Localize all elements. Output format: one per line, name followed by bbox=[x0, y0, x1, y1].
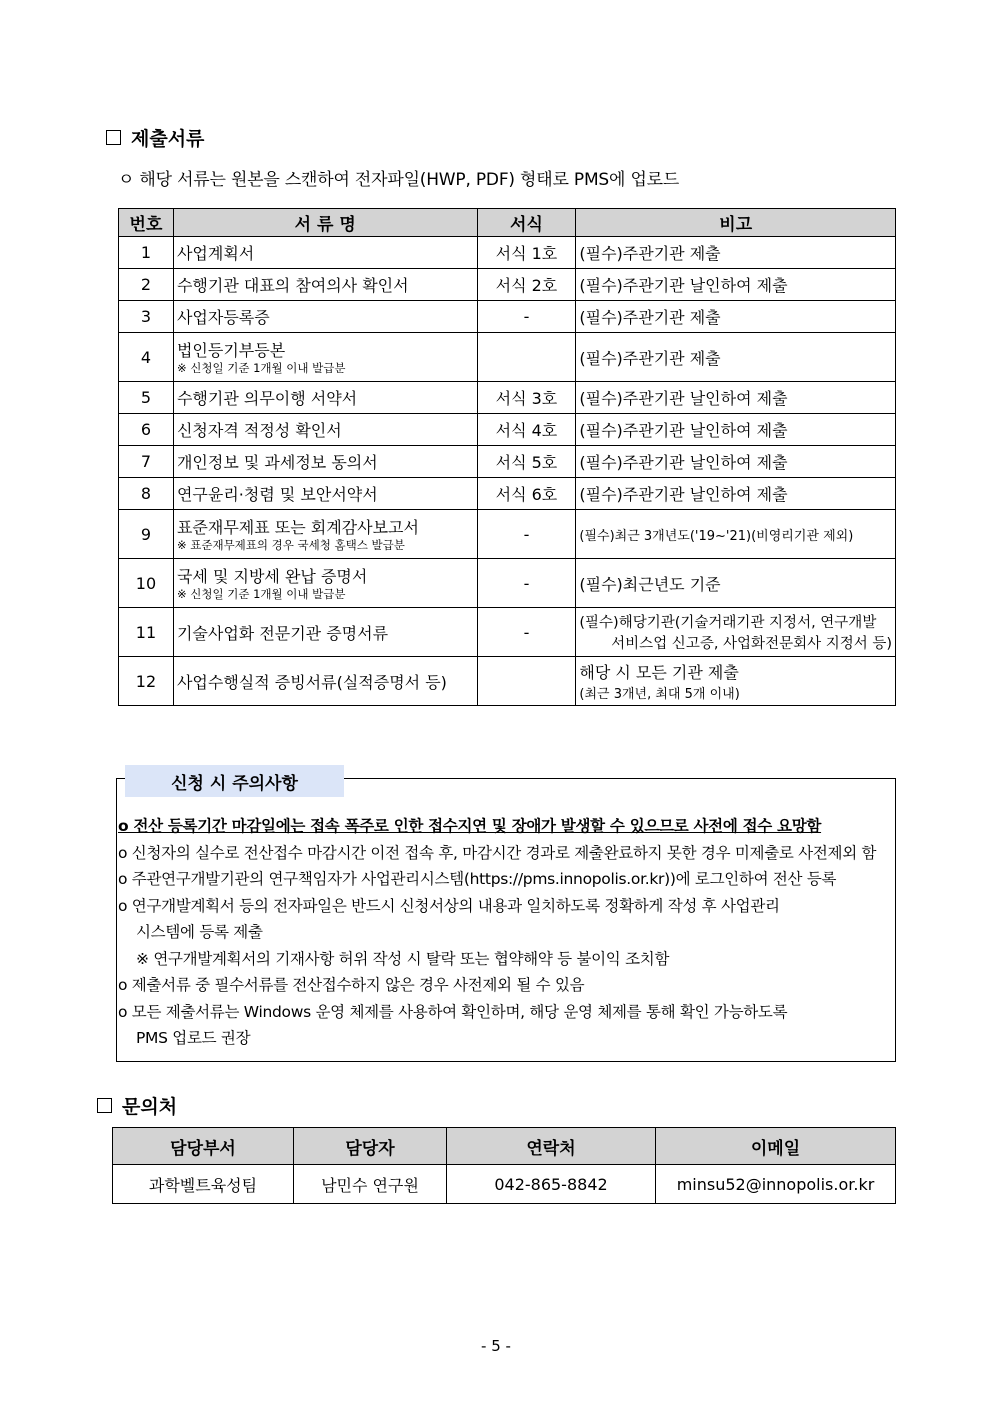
cell-form: 서식 2호 bbox=[477, 269, 576, 301]
table-row bbox=[119, 414, 896, 446]
cell-no: 10 bbox=[119, 559, 174, 608]
notice-item: o 주관연구개발기관의 연구책임자가 사업관리시스템(https://pms.innopolis.or.kr))에 로그인하여 전산 등록 bbox=[118, 870, 837, 888]
cell-form: 서식 1호 bbox=[477, 237, 576, 269]
doc-subnote: ※ 표준재무제표의 경우 국세청 홈택스 발급분 bbox=[176, 538, 405, 552]
cell-name: 연구윤리·청렴 및 보안서약서 bbox=[173, 478, 477, 510]
cell-form: 서식 6호 bbox=[477, 478, 576, 510]
checkbox-square-icon bbox=[106, 130, 121, 145]
cell-no: 6 bbox=[119, 414, 174, 446]
notice-item: PMS 업로드 권장 bbox=[136, 1029, 251, 1047]
documents-table bbox=[118, 208, 896, 706]
cell-no: 8 bbox=[119, 478, 174, 510]
doc-subnote: ※ 신청일 기준 1개월 이내 발급분 bbox=[176, 587, 346, 601]
header-email: 이메일 bbox=[656, 1128, 896, 1165]
cell-no: 3 bbox=[119, 301, 174, 333]
cell-name: 개인정보 및 과세정보 동의서 bbox=[173, 446, 477, 478]
cell-note bbox=[576, 608, 896, 657]
cell-no: 4 bbox=[119, 333, 174, 382]
header-no: 번호 bbox=[119, 209, 174, 237]
notice-list bbox=[118, 813, 894, 1052]
cell-note: (필수)주관기관 제출 bbox=[576, 301, 896, 333]
notice-item: o 모든 제출서류는 Windows 운영 체제를 사용하여 확인하며, 해당 운영 체제를 통해 확인 가능하도록 bbox=[118, 1002, 788, 1021]
table-row bbox=[119, 608, 896, 657]
note-line: 서비스업 신고증, 사업화전문회사 지정서 등) bbox=[611, 636, 892, 652]
cell-name bbox=[173, 333, 477, 382]
cell-no: 12 bbox=[119, 657, 174, 706]
cell-form: 서식 5호 bbox=[477, 446, 576, 478]
cell-form: - bbox=[477, 559, 576, 608]
cell-note: (필수)주관기관 날인하여 제출 bbox=[576, 382, 896, 414]
table-row bbox=[119, 657, 896, 706]
cell-form: 서식 3호 bbox=[477, 382, 576, 414]
cell-name: 사업수행실적 증빙서류(실적증명서 등) bbox=[173, 657, 477, 706]
header-person: 담당자 bbox=[294, 1128, 447, 1165]
table-row bbox=[119, 269, 896, 301]
doc-name: 국세 및 지방세 완납 증명서 bbox=[176, 567, 368, 586]
doc-subnote: ※ 신청일 기준 1개월 이내 발급분 bbox=[176, 361, 346, 375]
notice-item: o 제출서류 중 필수서류를 전산접수하지 않은 경우 사전제외 될 수 있음 bbox=[118, 976, 585, 994]
cell-form: 서식 4호 bbox=[477, 414, 576, 446]
notice-item: o 전산 등록기간 마감일에는 접속 폭주로 인한 접수지연 및 장애가 발생할 수 있으므로 사전에 접수 요망함 bbox=[118, 817, 822, 835]
cell-note: (필수)주관기관 제출 bbox=[576, 237, 896, 269]
cell-note: (필수)최근년도 기준 bbox=[576, 559, 896, 608]
cell-name bbox=[173, 510, 477, 559]
doc-name: 법인등기부등본 bbox=[176, 341, 286, 360]
cell-name: 신청자격 적정성 확인서 bbox=[173, 414, 477, 446]
page-number: - 5 - bbox=[481, 1337, 511, 1355]
table-row bbox=[119, 382, 896, 414]
cell-no: 5 bbox=[119, 382, 174, 414]
cell-note: (필수)주관기관 날인하여 제출 bbox=[576, 269, 896, 301]
table-row bbox=[119, 478, 896, 510]
cell-no: 7 bbox=[119, 446, 174, 478]
cell-name: 기술사업화 전문기관 증명서류 bbox=[173, 608, 477, 657]
cell-no: 11 bbox=[119, 608, 174, 657]
table-row bbox=[119, 301, 896, 333]
cell-dept: 과학벨트육성팀 bbox=[113, 1165, 294, 1204]
cell-note: (필수)주관기관 날인하여 제출 bbox=[576, 414, 896, 446]
cell-note: (필수)주관기관 날인하여 제출 bbox=[576, 446, 896, 478]
cell-name: 수행기관 대표의 참여의사 확인서 bbox=[173, 269, 477, 301]
cell-email[interactable]: minsu52@innopolis.or.kr bbox=[656, 1165, 896, 1204]
note-line: (필수)해당기관(기술거래기관 지정서, 연구개발 bbox=[579, 615, 877, 631]
table-row bbox=[113, 1165, 896, 1204]
header-dept: 담당부서 bbox=[113, 1128, 294, 1165]
cell-form: - bbox=[477, 510, 576, 559]
cell-form: - bbox=[477, 608, 576, 657]
contact-table bbox=[112, 1127, 896, 1204]
cell-note bbox=[576, 657, 896, 706]
cell-name bbox=[173, 559, 477, 608]
table-row bbox=[119, 510, 896, 559]
notice-item: o 신청자의 실수로 전산접수 마감시간 이전 접속 후, 마감시간 경과로 제출완료하지 못한 경우 미제출로 사전제외 함 bbox=[118, 843, 877, 862]
cell-note: (필수)최근 3개년도('19~'21)(비영리기관 제외) bbox=[576, 510, 896, 559]
section-heading-contact bbox=[97, 1092, 177, 1119]
table-row bbox=[119, 237, 896, 269]
cell-phone: 042-865-8842 bbox=[447, 1165, 656, 1204]
cell-name: 사업계획서 bbox=[173, 237, 477, 269]
checkbox-square-icon bbox=[97, 1098, 112, 1113]
note-line: 해당 시 모든 기관 제출 bbox=[579, 663, 739, 682]
notice-title: 신청 시 주의사항 bbox=[125, 765, 344, 797]
notice-item: o 연구개발계획서 등의 전자파일은 반드시 신청서상의 내용과 일치하도록 정확하게 작성 후 사업관리 bbox=[118, 896, 780, 915]
header-note: 비고 bbox=[576, 209, 896, 237]
cell-form: - bbox=[477, 301, 576, 333]
notice-item: ※ 연구개발계획서의 기재사항 허위 작성 시 탈락 또는 협약해약 등 불이익 조치함 bbox=[136, 949, 670, 968]
cell-person: 남민수 연구원 bbox=[294, 1165, 447, 1204]
section-heading-submit bbox=[106, 124, 204, 151]
section-title: 문의처 bbox=[122, 1096, 178, 1118]
intro-text: ㅇ 해당 서류는 원본을 스캔하여 전자파일(HWP, PDF) 형태로 PMS에 업로드 bbox=[118, 170, 680, 190]
table-header-row bbox=[119, 209, 896, 237]
cell-note: (필수)주관기관 날인하여 제출 bbox=[576, 478, 896, 510]
cell-form bbox=[477, 657, 576, 706]
header-phone: 연락처 bbox=[447, 1128, 656, 1165]
header-name: 서 류 명 bbox=[173, 209, 477, 237]
table-row bbox=[119, 559, 896, 608]
table-row bbox=[119, 446, 896, 478]
notice-item: 시스템에 등록 제출 bbox=[136, 923, 263, 941]
cell-note: (필수)주관기관 제출 bbox=[576, 333, 896, 382]
doc-name: 표준재무제표 또는 회계감사보고서 bbox=[176, 518, 419, 537]
cell-name: 사업자등록증 bbox=[173, 301, 477, 333]
note-line: (최근 3개년, 최대 5개 이내) bbox=[579, 687, 740, 702]
cell-no: 2 bbox=[119, 269, 174, 301]
header-form: 서식 bbox=[477, 209, 576, 237]
section-title: 제출서류 bbox=[131, 128, 205, 150]
cell-form bbox=[477, 333, 576, 382]
table-row bbox=[119, 333, 896, 382]
cell-no: 9 bbox=[119, 510, 174, 559]
cell-no: 1 bbox=[119, 237, 174, 269]
cell-name: 수행기관 의무이행 서약서 bbox=[173, 382, 477, 414]
table-header-row bbox=[113, 1128, 896, 1165]
